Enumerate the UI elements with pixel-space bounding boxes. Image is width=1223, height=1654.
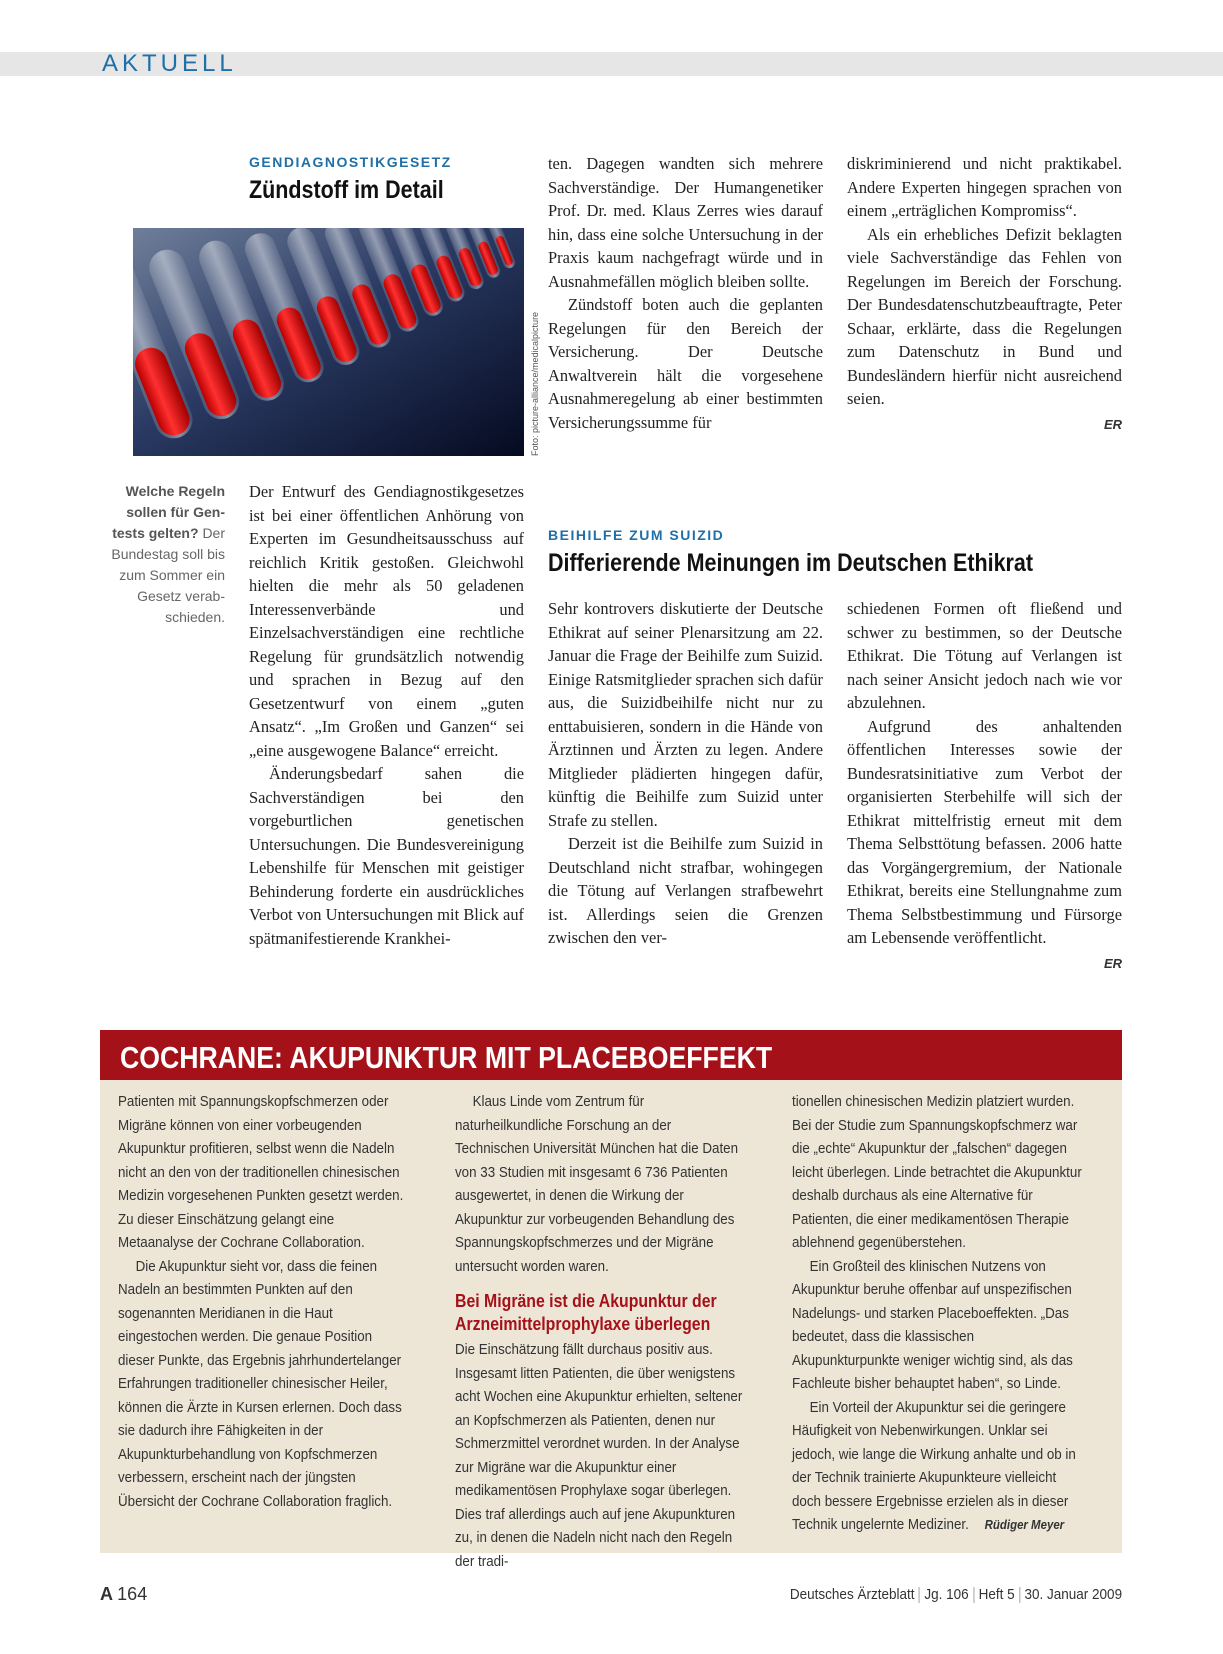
box-col2-intro: Klaus Linde vom Zentrum für naturheilkundliche Forschung an der Technischen Universität München hat die Daten von 33 Studien mit insgesamt 6 736 Patienten ausgewertet, in denen die Wirkung der Akupunktur zur vorbeugenden Behandlung des Spannungskopfschmerzes und der Migräne untersucht worden waren.	[455, 1093, 739, 1275]
article2-col1-paragraph: Derzeit ist die Beihilfe zum Suizid in Deutschland nicht strafbar, wohingegen die Tötung auf Verlangen strafbewehrt ist. Allerdings seien die Grenzen zwischen den ver-	[548, 834, 823, 947]
box-subheading: Bei Migräne ist die Akupunktur der Arzneimittelprophylaxe überlegen	[455, 1291, 717, 1334]
caption-text: Der Bundestag soll bis zum Sommer ein Gesetz verab-schieden.	[111, 525, 225, 625]
article1-column-1	[249, 480, 524, 950]
article1-column-2	[548, 152, 823, 434]
article1-column-3	[847, 152, 1122, 436]
article1-headline: Zündstoff im Detail	[249, 176, 444, 204]
test-tubes-photo	[133, 228, 524, 456]
article1-col1-paragraph: Der Entwurf des Gendiagnostikgesetzes ist bei einer öffentlichen Anhörung von Experten im Gesundheitsausschuss auf reichlich Kritik gestoßen. Gleichwohl hielten die mehr als 50 geladenen Interessenverbände und Einzelsachverständigen eine rechtliche Regelung für grundsätzlich notwendig und sprachen in Bezug auf den Gesetzentwurf von einem „guten Ansatz“. „Im Großen und Ganzen“ sei „eine ausgewogene Balance“ erreicht.	[249, 482, 524, 760]
journal-volume: Jg. 106	[924, 1586, 969, 1603]
photo-credit: Foto: picture-alliance/medicalpicture	[530, 311, 540, 456]
box-col3-paragraph: Ein Großteil des klinischen Nutzens von Akupunktur beruhe offenbar auf unspezifischen Nadelungs- und starken Placeboeffekten. „Das bedeutet, dass die klassischen Akupunkturpunkte weniger wichtig sind, als das Fachleute bisher behauptet haben“, so Linde.	[792, 1257, 1073, 1392]
journal-date: 30. Januar 2009	[1024, 1586, 1122, 1603]
article2-col2-paragraph: schiedenen Formen oft fließend und schwer zu bestimmen, so der Deutsche Ethikrat. Die Tötung auf Verlangen ist nach seiner Ansicht jedoch nach wie vor abzulehnen.	[847, 599, 1122, 712]
journal-info	[790, 1586, 1122, 1603]
article2-kicker: BEIHILFE ZUM SUIZID	[548, 527, 725, 543]
footer-separator	[973, 1587, 974, 1603]
article1-col2-paragraph: Zündstoff boten auch die geplanten Regelungen für den Bereich der Versicherung. Der Deutsche Anwaltverein hält die vorgesehene Ausnahmeregelung ab einer bestimmten Versicherungssumme für	[548, 295, 823, 432]
article2-signature: ER	[1103, 955, 1122, 971]
article2-col1-paragraph: Sehr kontrovers diskutierte der Deutsche Ethikrat auf seiner Plenarsitzung am 22. Januar die Frage der Beihilfe zum Suizid. Einige Ratsmitglieder sprachen sich dafür aus, die Suizidbeihilfe nicht nur zu enttabuisieren, sondern in die Hände von Ärztinnen und Ärzten zu legen. Andere Mitglieder plädierten hingegen dafür, künftig die Beihilfe zum Suizid unter Strafe zu stellen.	[548, 599, 823, 830]
box-col3-paragraph: tionellen chinesischen Medizin platziert wurden. Bei der Studie zum Spannungskopfschmerz war die „echte“ Akupunktur der „falschen“ dagegen leicht überlegen. Linde betrachtet die Akupunktur deshalb durchaus als eine Alternative für Patienten, die einer medikamentösen Therapie ablehnend gegenüberstehen.	[792, 1093, 1082, 1251]
article1-col1-paragraph: Änderungsbedarf sahen die Sachverständigen bei den vorgeburtlichen genetischen Untersuchungen. Die Bundesvereinigung Lebenshilfe für Menschen mit geistiger Behinderung forderte ein ausdrückliches Verbot von Untersuchungen mit Blick auf spätmanifestierende Krankhei-	[249, 764, 524, 948]
box-column-1	[118, 1090, 408, 1513]
footer-separator	[919, 1587, 920, 1603]
box-col1-paragraph: Die Akupunktur sieht vor, dass die feinen Nadeln an bestimmten Punkten auf den sogenannten Meridianen in die Haut eingestochen werden. Die genaue Position dieser Punkte, das Ergebnis jahrhundertelanger Erfahrungen traditioneller chinesischer Heiler, können die Ärzte in Kursen erlernen. Doch dass sie dadurch ihre Fähigkeiten in der Akupunkturbehandlung von Kopfschmerzen verbessern, erscheint nach der jüngsten Übersicht der Cochrane Collaboration fraglich.	[118, 1257, 402, 1510]
journal-issue: Heft 5	[978, 1586, 1015, 1603]
article2-column-2	[847, 597, 1122, 975]
article1-kicker: GENDIAGNOSTIKGESETZ	[249, 154, 452, 170]
journal-name: Deutsches Ärzteblatt	[789, 1586, 915, 1603]
box-col1-paragraph: Patienten mit Spannungskopfschmerzen oder Migräne können von einer vorbeugenden Akupunktur profitieren, selbst wenn die Nadeln nicht an den von der traditionellen chinesischen Medizin vorgesehenen Punkten gesetzt werden. Zu dieser Einschätzung gelangt eine Metaanalyse der Cochrane Collaboration.	[118, 1093, 404, 1251]
box-col2-body: Die Einschätzung fällt durchaus positiv aus. Insgesamt litten Patienten, die über wenigstens acht Wochen eine Akupunktur erhielten, seltener an Kopfschmerzen als Patienten, denen nur Schmerzmittel verordnet wurden. In der Analyse zur Migräne war die Akupunktur einer medikamentösen Prophylaxe sogar überlegen. Dies traf allerdings auch auf jene Akupunkturen zu, in denen die Nadeln nicht nach den Regeln der tradi-	[455, 1341, 743, 1570]
photo-caption	[100, 481, 225, 628]
box-col3-last-text: Ein Vorteil der Akupunktur sei die geringere Häufigkeit von Nebenwirkungen. Unklar sei jedoch, wie lange die Wirkung anhalte und ob in der Technik trainierte Akupunkteure vielleicht doch bessere Ergebnisse erzielen als in dieser Technik ungelernte Mediziner.	[792, 1398, 1076, 1533]
article1-col2-paragraph: ten. Dagegen wandten sich mehrere Sachverständige. Der Humangenetiker Prof. Dr. med. Klaus Zerres wies darauf hin, dass eine solche Untersuchung in der Praxis kaum nachgefragt würde und in Ausnahmefällen möglich bleiben sollte.	[548, 154, 823, 291]
article1-signature: ER	[1103, 416, 1122, 432]
box-signature: Rüdiger Meyer	[984, 1517, 1065, 1532]
footer-separator	[1019, 1587, 1020, 1603]
article1-col3-paragraph: diskriminierend und nicht praktikabel. Andere Experten hingegen sprachen von einem „erträglichen Kompromiss“.	[847, 154, 1122, 220]
box-col3-paragraph	[792, 1396, 1082, 1537]
article1-col3-paragraph: Als ein erhebliches Defizit beklagten viele Sachverständige das Fehlen von Regelungen im Bereich der Forschung. Der Bundesdatenschutzbeauftragte, Peter Schaar, erklärte, dass die Regelungen zum Datenschutz in Bund und Bundesländern hierfür nicht ausreichend seien.	[847, 224, 1122, 408]
box-column-3	[792, 1090, 1082, 1537]
cochrane-box-title: COCHRANE: AKUPUNKTUR MIT PLACEBOEFFEKT	[120, 1040, 773, 1075]
article2-headline: Differierende Meinungen im Deutschen Ethikrat	[548, 549, 1034, 577]
article2-column-1	[548, 597, 823, 950]
page-prefix: A	[100, 1584, 113, 1604]
page-number-value: 164	[117, 1584, 148, 1604]
test-tubes-image	[133, 228, 524, 456]
caption-question: Welche Regeln sollen für Gen-tests gelten?	[112, 483, 225, 541]
section-label: AKTUELL	[102, 50, 237, 77]
box-column-2	[455, 1090, 745, 1573]
page-number	[100, 1584, 147, 1605]
article2-col2-paragraph: Aufgrund des anhaltenden öffentlichen Interesses sowie der Bundesratsinitiative zum Verbot der organisierten Sterbehilfe will sich der Ethikrat mittelfristig erneut mit dem Thema Selbsttötung befassen. 2006 hatte das Vorgängergremium, der Nationale Ethikrat, bereits eine Stellungnahme zum Thema Selbstbestimmung und Fürsorge am Lebensende veröffentlicht.	[847, 716, 1122, 947]
